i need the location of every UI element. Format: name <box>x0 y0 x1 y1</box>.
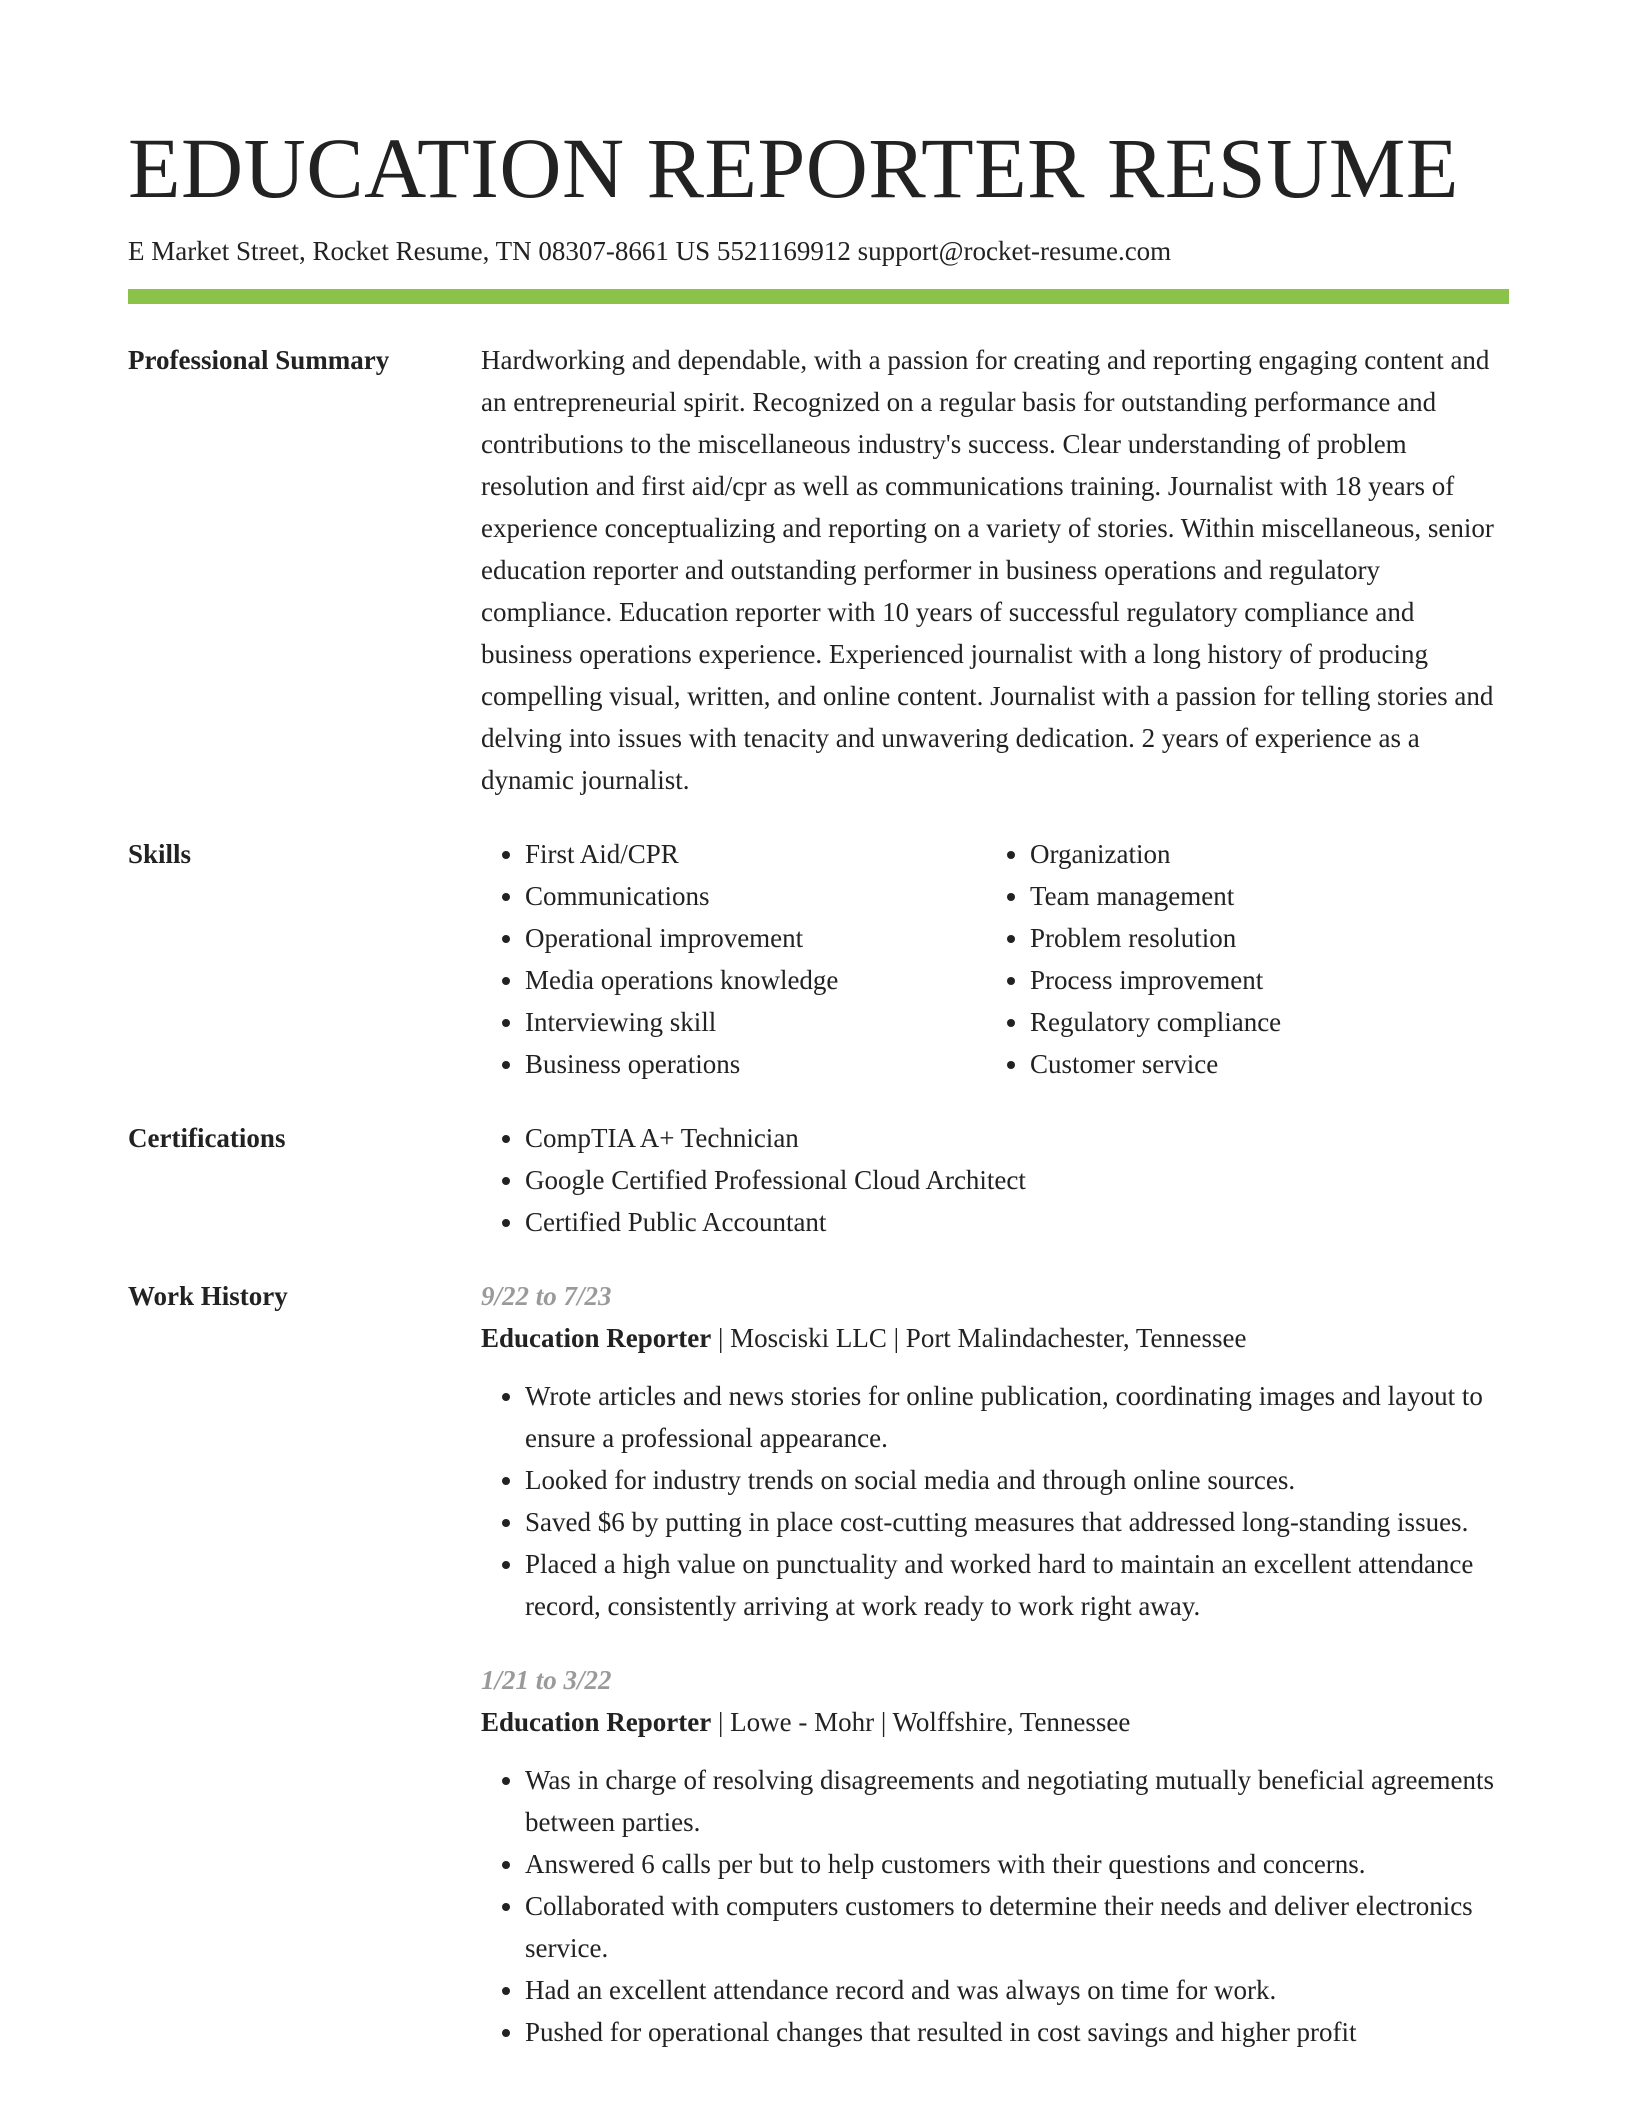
skill-item: • Customer service <box>1030 1043 1491 1085</box>
skill-item: • First Aid/CPR <box>525 833 986 875</box>
certification-item: • Google Certified Professional Cloud Architect <box>525 1159 1509 1201</box>
certifications-label: Certifications <box>128 1123 286 1153</box>
summary-section <box>128 339 1509 801</box>
job-title: Education Reporter <box>481 1707 712 1737</box>
job-bullet: • Wrote articles and news stories for online publication, coordinating images and layout to ensure a professional appearance. <box>525 1375 1509 1459</box>
skill-item: • Business operations <box>525 1043 986 1085</box>
job-entry <box>481 1275 1509 1627</box>
summary-label: Professional Summary <box>128 345 390 375</box>
skill-item: • Regulatory compliance <box>1030 1001 1491 1043</box>
skills-section <box>128 833 1509 1085</box>
job-bullet: • Had an excellent attendance record and was always on time for work. <box>525 1969 1509 2011</box>
header-divider <box>128 289 1509 304</box>
skill-item: • Team management <box>1030 875 1491 917</box>
certifications-section <box>128 1117 1509 1243</box>
skill-item: • Communications <box>525 875 986 917</box>
skills-body <box>481 833 1509 1085</box>
job-bullets <box>481 1759 1509 2053</box>
resume-page <box>128 0 1509 2053</box>
skill-item: • Organization <box>1030 833 1491 875</box>
job-bullet: • Was in charge of resolving disagreements and negotiating mutually beneficial agreements between parties. <box>525 1759 1509 1843</box>
skills-list-right <box>986 833 1491 1085</box>
job-bullet: • Placed a high value on punctuality and worked hard to maintain an excellent attendance record, consistently arriving at work ready to work right away. <box>525 1543 1509 1627</box>
contact-line: E Market Street, Rocket Resume, TN 08307-8661 US 5521169912 support@rocket-resume.com <box>128 236 1172 266</box>
skill-item: • Operational improvement <box>525 917 986 959</box>
skill-item: • Problem resolution <box>1030 917 1491 959</box>
skill-item: • Interviewing skill <box>525 1001 986 1043</box>
resume-title: EDUCATION REPORTER RESUME <box>128 120 1459 216</box>
work-history-label: Work History <box>128 1281 288 1311</box>
job-bullet: • Answered 6 calls per but to help customers with their questions and concerns. <box>525 1843 1509 1885</box>
skills-label: Skills <box>128 839 192 869</box>
job-bullet: • Pushed for operational changes that resulted in cost savings and higher profit <box>525 2011 1509 2053</box>
job-bullet: • Collaborated with computers customers to determine their needs and deliver electronics service. <box>525 1885 1509 1969</box>
job-bullets <box>481 1375 1509 1627</box>
skill-item: • Media operations knowledge <box>525 959 986 1001</box>
summary-text: Hardworking and dependable, with a passion for creating and reporting engaging content and an entrepreneurial spirit. Recognized on a regular basis for outstanding performance and contributions to the miscellaneous industry's success. Clear understanding of problem resolution and first aid/cpr as well as communications training. Journalist with 18 years of experience conceptualizing and reporting on a variety of stories. Within miscellaneous, senior education reporter and outstanding performer in business operations and regulatory compliance. Education reporter with 10 years of successful regulatory compliance and business operations experience. Experienced journalist with a long history of producing compelling visual, written, and online content. Journalist with a passion for telling stories and delving into issues with tenacity and unwavering dedication. 2 years of experience as a dynamic journalist. <box>481 345 1494 795</box>
certifications-list <box>481 1117 1509 1243</box>
job-date: 9/22 to 7/23 <box>481 1281 612 1311</box>
job-heading <box>481 1317 1509 1359</box>
job-bullet: • Looked for industry trends on social media and through online sources. <box>525 1459 1509 1501</box>
certification-item: • CompTIA A+ Technician <box>525 1117 1509 1159</box>
job-heading <box>481 1701 1509 1743</box>
job-date: 1/21 to 3/22 <box>481 1665 612 1695</box>
certifications-body <box>481 1117 1509 1243</box>
skills-list-left <box>481 833 986 1085</box>
job-details: | Mosciski LLC | Port Malindachester, Tennessee <box>711 1323 1247 1353</box>
job-details: | Lowe - Mohr | Wolffshire, Tennessee <box>711 1707 1131 1737</box>
job-bullet: • Saved $6 by putting in place cost-cutting measures that addressed long-standing issues. <box>525 1501 1509 1543</box>
skills-grid <box>481 833 1509 1085</box>
work-history-section <box>128 1275 1509 2053</box>
summary-body <box>481 339 1509 801</box>
job-title: Education Reporter <box>481 1323 712 1353</box>
skill-item: • Process improvement <box>1030 959 1491 1001</box>
job-entry <box>481 1659 1509 2053</box>
certification-item: • Certified Public Accountant <box>525 1201 1509 1243</box>
work-history-body <box>481 1275 1509 2053</box>
